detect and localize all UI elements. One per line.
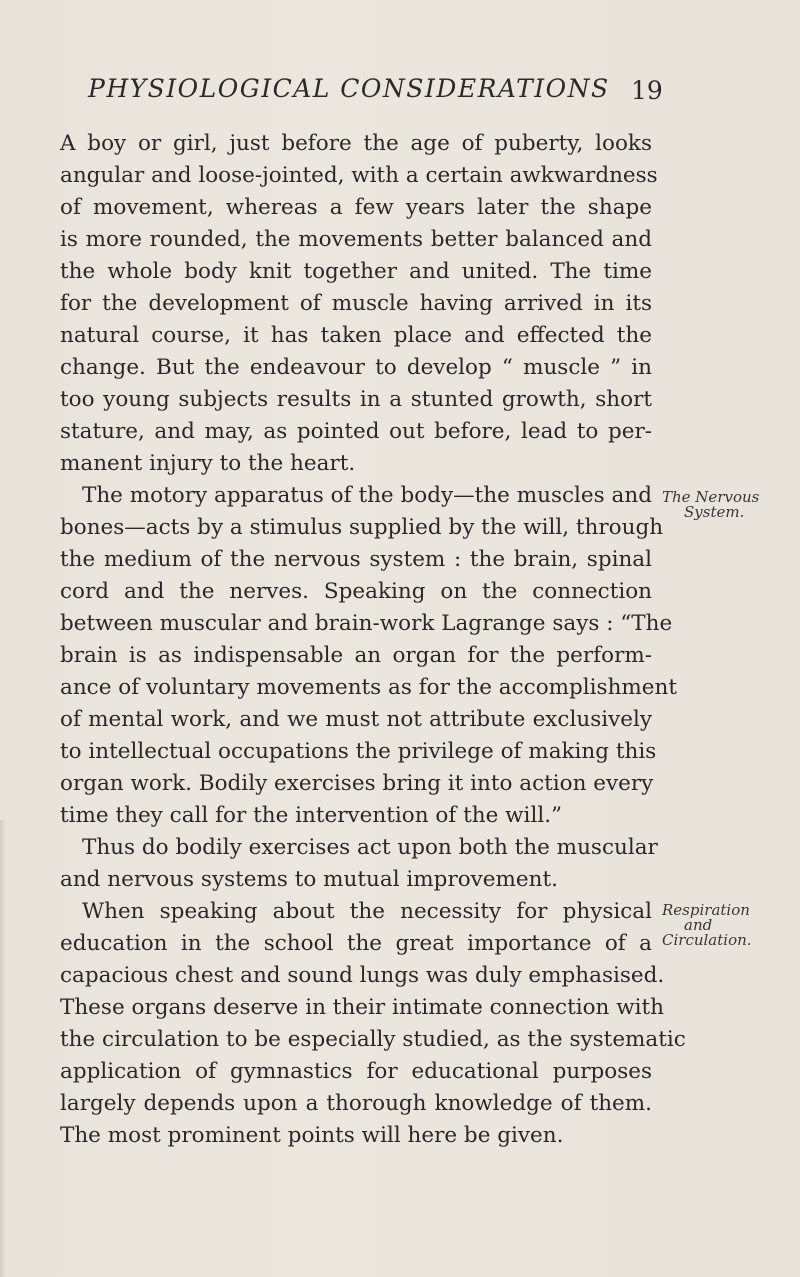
text-line: The most prominent points will here be given. [60, 1123, 564, 1148]
text-line: cord and the nerves. Speaking on the connection [60, 579, 652, 604]
text-line: capacious chest and sound lungs was duly emphasised. [60, 963, 665, 988]
text-line: the medium of the nervous system : the brain, spinal [60, 547, 652, 572]
text-line: education in the school the great importance of a [60, 931, 652, 956]
text-line: A boy or girl, just before the age of puberty, looks [60, 131, 652, 156]
text-line: the whole body knit together and united. The time [60, 259, 652, 284]
text-line: Thus do bodily exercises act upon both the muscular [82, 835, 658, 860]
text-line: too young subjects results in a stunted growth, short [60, 387, 652, 412]
text-line: ance of voluntary movements as for the accomplishment [60, 675, 678, 700]
text-line: of movement, whereas a few years later the shape [60, 195, 652, 220]
text-line: for the development of muscle having arrived in its [60, 291, 652, 316]
text-line: These organs deserve in their intimate connection with [60, 995, 664, 1020]
text-line: largely depends upon a thorough knowledge of them. [60, 1091, 652, 1116]
running-head [88, 74, 768, 114]
text-line: is more rounded, the movements better balanced and [60, 227, 652, 252]
text-line: application of gymnastics for educational purposes [60, 1059, 652, 1084]
running-head-title: PHYSIOLOGICAL CONSIDERATIONS [88, 74, 610, 103]
text-line: The motory apparatus of the body—the muscles and [82, 483, 652, 508]
text-line: change. But the endeavour to develop “ muscle ” in [60, 355, 652, 380]
margin-note-line: The Nervous [662, 488, 760, 506]
margin-note-line: and [684, 916, 713, 934]
text-line: stature, and may, as pointed out before, lead to per- [60, 419, 652, 444]
text-line: time they call for the intervention of the will.” [60, 803, 563, 828]
text-line: When speaking about the necessity for physical [82, 899, 652, 924]
margin-note-respiration [662, 903, 752, 948]
text-line: to intellectual occupations the privilege of making this [60, 739, 657, 764]
text-line: angular and loose-jointed, with a certain awkwardness [60, 163, 658, 188]
margin-note-nervous-system [662, 490, 759, 520]
text-line: between muscular and brain-work Lagrange says : “The [60, 611, 673, 636]
margin-note-line: System. [684, 503, 745, 521]
text-line: the circulation to be especially studied, as the systematic [60, 1027, 686, 1052]
margin-note-line: Respiration [662, 901, 750, 919]
page-number: 19 [631, 76, 663, 105]
text-line: manent injury to the heart. [60, 451, 356, 476]
margin-note-line: Circulation. [662, 931, 752, 949]
text-line: of mental work, and we must not attribute exclusively [60, 707, 652, 732]
text-line: brain is as indispensable an organ for the perform- [60, 643, 652, 668]
text-line: organ work. Bodily exercises bring it into action every [60, 771, 654, 796]
text-line: and nervous systems to mutual improvement. [60, 867, 558, 892]
text-line: bones—acts by a stimulus supplied by the will, through [60, 515, 664, 540]
text-line: natural course, it has taken place and effected the [60, 323, 652, 348]
page-edge-shadow [0, 820, 6, 1277]
